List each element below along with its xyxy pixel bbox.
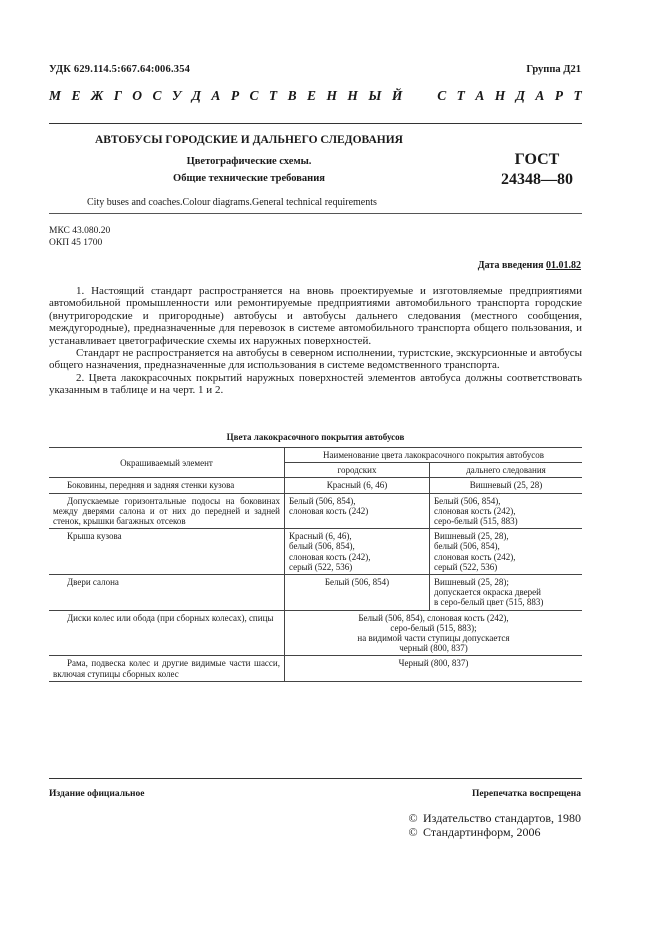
cell-coach: Белый (506, 854), слоновая кость (242), серо-белый (515, 883) [430, 493, 583, 529]
classification-codes [49, 225, 110, 249]
copyright-text: Стандартинформ, 2006 [423, 825, 541, 839]
table-header-row [49, 448, 582, 463]
table-row [49, 575, 582, 611]
paragraph: 2. Цвета лакокрасочных покрытий наружных поверхностей элементов автобуса должны соответствовать указанным в таблице и на черт. 1 и 2. [49, 371, 582, 397]
banner-letter: С [152, 88, 162, 103]
banner-letter: А [535, 88, 545, 103]
cell-city: Красный (6, 46) [285, 478, 430, 493]
gost-number [487, 150, 587, 190]
banner-letter: Й [391, 88, 403, 103]
banner-letter: Н [494, 88, 506, 103]
banner-letter: Ж [90, 88, 104, 103]
document-subtitle: Цветографические схемы. [186, 156, 312, 167]
banner-letter: Е [71, 88, 81, 103]
cell-coach: Вишневый (25, 28), белый (506, 854), слоновая кость (242), серый (522, 536) [430, 529, 583, 575]
gost-code: 24348—80 [501, 171, 573, 188]
header-element: Окрашиваемый элемент [49, 448, 285, 478]
banner-letter: Н [326, 88, 337, 103]
cell-element: Крыша кузова [49, 529, 285, 575]
banner-letter: Г [113, 88, 122, 103]
banner-letter: М [49, 88, 62, 103]
header-divider [49, 123, 582, 124]
cell-merged: Белый (506, 854), слоновая кость (242), серо-белый (515, 883); на видимой части ступицы допускается черный (800, 837) [285, 610, 583, 656]
interstate-standard-banner [49, 88, 582, 104]
copyright-icon: © [408, 811, 418, 825]
cell-merged: Черный (800, 837) [285, 656, 583, 681]
title-divider [49, 213, 582, 214]
color-table [49, 447, 582, 682]
banner-letter: В [287, 88, 297, 103]
okp-code: ОКП 45 1700 [49, 238, 103, 248]
banner-letter: Ы [368, 88, 382, 103]
copyright-block [406, 811, 581, 839]
group-code: Группа Д21 [526, 64, 581, 75]
header-city: городских [285, 463, 430, 478]
cell-city: Белый (506, 854) [285, 575, 430, 611]
banner-letter: Н [347, 88, 358, 103]
table-title: Цвета лакокрасочного покрытия автобусов [226, 432, 405, 442]
banner-letter: Т [573, 88, 582, 103]
cell-city: Красный (6, 46), белый (506, 854), слоновая кость (242), серый (522, 536) [285, 529, 430, 575]
cell-city: Белый (506, 854), слоновая кость (242) [285, 493, 430, 529]
banner-letter: А [475, 88, 485, 103]
copyright-line [406, 825, 581, 839]
banner-letter: Т [268, 88, 278, 103]
document-title: АВТОБУСЫ ГОРОДСКИЕ И ДАЛЬНЕГО СЛЕДОВАНИЯ [95, 134, 403, 146]
table-row [49, 656, 582, 681]
cell-element: Диски колес или обода (при сборных колесах), спицы [49, 610, 285, 656]
effective-date [478, 260, 581, 271]
banner-letter: А [211, 88, 221, 103]
table-row [49, 493, 582, 529]
cell-coach: Вишневый (25, 28); допускается окраска дверей в серо-белый цвет (515, 883) [430, 575, 583, 611]
title-block [49, 134, 449, 184]
paragraph: 1. Настоящий стандарт распространяется на вновь проектируемые и изготовляемые предприятиями автомобильной промышленности или ремонтируемые предприятиями автомобильного транспорта городские (внутригородские и пригородные) автобусы и автобусы дальнего следования (местного сообщения, междугородные), предназначенные для перевозок в системе автомобильного транспорта общего пользования, и устанавливает цветографические схемы их наружных поверхностей. [49, 285, 582, 347]
header-coach: дальнего следования [430, 463, 583, 478]
effective-date-value: 01.01.82 [546, 260, 581, 271]
banner-letter: С [249, 88, 259, 103]
banner-letter: О [132, 88, 143, 103]
banner-word-gap [413, 88, 427, 104]
banner-letter: Е [307, 88, 317, 103]
footer-divider [49, 778, 582, 779]
banner-letter: Р [230, 88, 240, 103]
banner-letter: У [171, 88, 182, 103]
gost-label: ГОСТ [514, 151, 560, 168]
cell-coach: Вишневый (25, 28) [430, 478, 583, 493]
banner-letter: Д [515, 88, 525, 103]
table-row [49, 478, 582, 493]
banner-letter: С [437, 88, 447, 103]
effective-date-label: Дата введения [477, 260, 544, 271]
cell-element: Боковины, передняя и задняя стенки кузова [49, 478, 285, 493]
body-text [49, 285, 582, 397]
paragraph: Стандарт не распространяется на автобусы в северном исполнении, туристские, экскурсионные и автобусы общего назначения, предназначенные для использования в системе ведомственного транспорта. [49, 347, 582, 372]
official-edition-note: Издание официальное [49, 789, 145, 799]
copyright-line [406, 811, 581, 825]
banner-letter: Р [554, 88, 564, 103]
table-row [49, 610, 582, 656]
mks-code: МКС 43.080.20 [49, 226, 111, 236]
header-color-group: Наименование цвета лакокрасочного покрытия автобусов [285, 448, 583, 463]
copyright-icon: © [408, 825, 418, 839]
banner-letter: Т [456, 88, 465, 103]
reprint-prohibited-note: Перепечатка воспрещена [471, 789, 581, 799]
table-row [49, 529, 582, 575]
udk-code: УДК 629.114.5:667.64:006.354 [49, 64, 191, 75]
english-title: City buses and coaches.Colour diagrams.General technical requirements [87, 197, 377, 208]
cell-element: Допускаемые горизонтальные подосы на боковинах между дверями салона и от них до передней и задней стенок, крышки багажных отсеков [49, 493, 285, 529]
cell-element: Рама, подвеска колес и другие видимые части шасси, включая ступицы сборных колес [49, 656, 285, 681]
cell-element: Двери салона [49, 575, 285, 611]
banner-letter: Д [191, 88, 201, 103]
document-subtitle: Общие технические требования [173, 173, 325, 184]
copyright-text: Издательство стандартов, 1980 [423, 811, 581, 825]
